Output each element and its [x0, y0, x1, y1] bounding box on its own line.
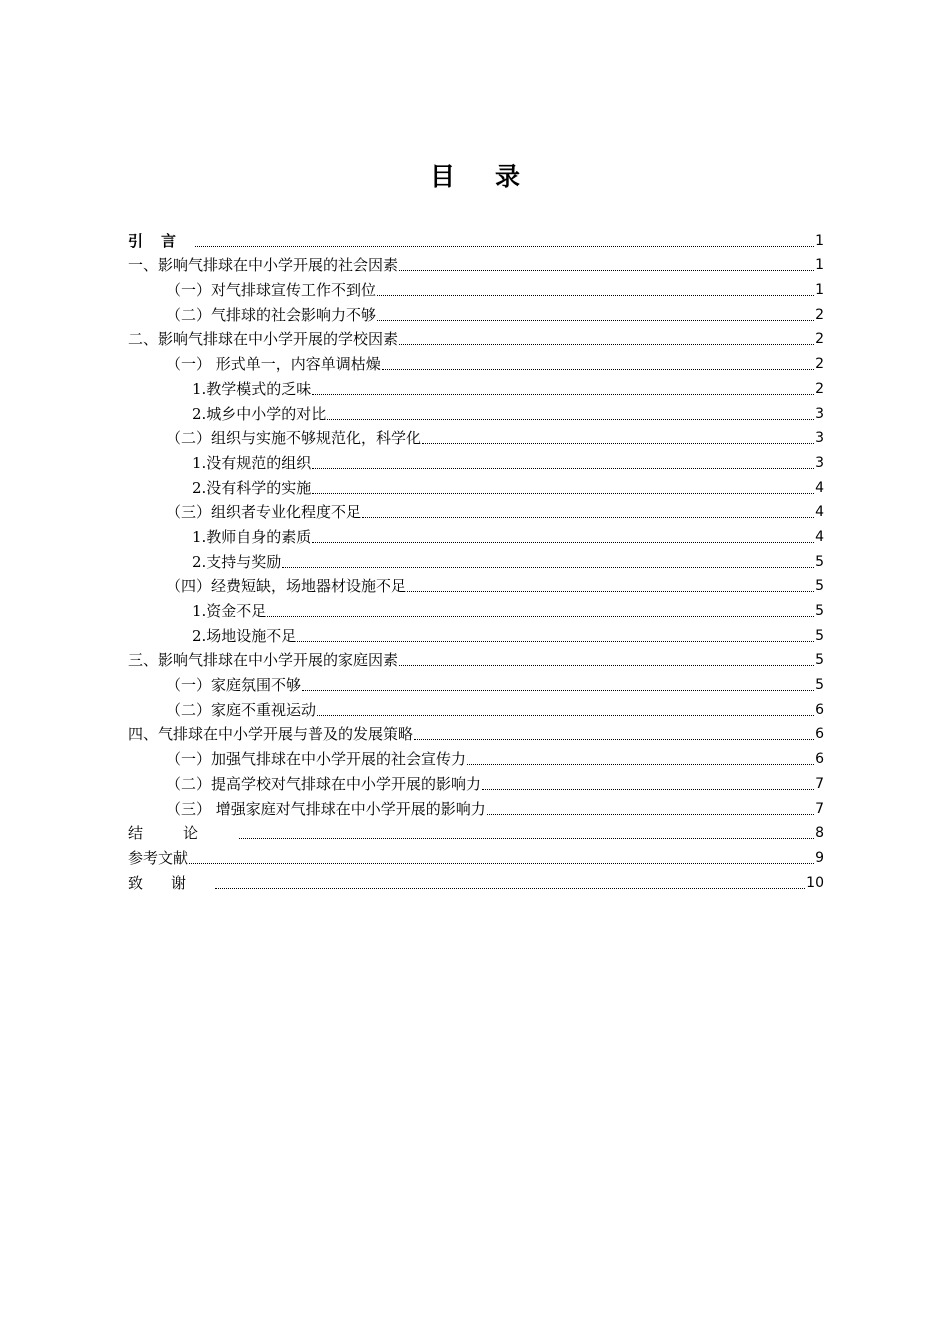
toc-leader-dots [399, 665, 814, 666]
toc-page-number: 6 [815, 726, 824, 743]
toc-entry-label: （二）组织与实施不够规范化，科学化 [166, 429, 422, 448]
toc-entry[interactable] [128, 547, 824, 572]
toc-entry[interactable] [128, 744, 824, 769]
toc-leader-dots [377, 320, 814, 321]
toc-entry-label: 四、气排球在中小学开展与普及的发展策略 [128, 725, 414, 744]
toc-page-number: 2 [815, 331, 824, 348]
toc-leader-dots [195, 246, 814, 247]
toc-entry[interactable] [128, 374, 824, 399]
toc-page-number: 3 [815, 405, 824, 422]
toc-entry[interactable] [128, 473, 824, 498]
toc-entry-label: （一）加强气排球在中小学开展的社会宣传力 [166, 750, 467, 769]
toc-entry[interactable] [128, 300, 824, 325]
toc-leader-dots [317, 715, 814, 716]
toc-page-number: 6 [815, 751, 824, 768]
toc-entry-label: （二）家庭不重视运动 [166, 700, 317, 719]
toc-page-number: 7 [815, 800, 824, 817]
toc-entry-label: （一）家庭氛围不够 [166, 676, 302, 695]
toc-entry[interactable] [128, 670, 824, 695]
toc-entry[interactable] [128, 843, 824, 868]
toc-leader-dots [377, 295, 814, 296]
toc-leader-dots [414, 739, 814, 740]
toc-page-number: 2 [815, 306, 824, 323]
toc-entry-label: 致谢 [128, 873, 215, 892]
toc-entry[interactable] [128, 275, 824, 300]
toc-entry-label: 2.城乡中小学的对比 [192, 404, 327, 423]
toc-entry[interactable] [128, 720, 824, 745]
toc-leader-dots [407, 591, 814, 592]
toc-entry-label: （四）经费短缺，场地器材设施不足 [166, 577, 407, 596]
toc-entry[interactable] [128, 819, 824, 844]
toc-entry-label: （一）对气排球宣传工作不到位 [166, 281, 377, 300]
toc-page-number: 6 [815, 701, 824, 718]
toc-page-number: 5 [815, 603, 824, 619]
toc-entry-label: （三） 增强家庭对气排球在中小学开展的影响力 [166, 799, 486, 818]
toc-page-number: 5 [815, 553, 824, 570]
toc-entry-label: 二、影响气排球在中小学开展的学校因素 [128, 330, 399, 349]
toc-entry[interactable] [128, 695, 824, 720]
toc-entry[interactable] [128, 399, 824, 424]
toc-page-number: 5 [815, 652, 824, 669]
toc-leader-dots [282, 567, 814, 568]
toc-entry-label: 参考文献 [128, 848, 189, 867]
toc-page-number: 1 [815, 282, 824, 299]
toc-entry[interactable] [128, 325, 824, 350]
toc-entry[interactable] [128, 448, 824, 473]
toc-leader-dots [312, 542, 814, 543]
toc-entry[interactable] [128, 794, 824, 819]
toc-leader-dots [312, 468, 814, 469]
toc-page-number: 2 [815, 380, 824, 397]
toc-leader-dots [215, 888, 805, 889]
toc-leader-dots [239, 838, 814, 839]
toc-entry[interactable] [128, 251, 824, 276]
toc-page-number: 3 [815, 454, 824, 471]
toc-entry[interactable] [128, 646, 824, 671]
toc-leader-dots [422, 443, 814, 444]
toc-entry-label: （二）气排球的社会影响力不够 [166, 305, 377, 324]
toc-leader-dots [312, 394, 814, 395]
toc-entry-label: 2.场地设施不足 [192, 626, 297, 645]
toc-leader-dots [382, 369, 814, 370]
toc-page-number: 5 [815, 578, 824, 595]
toc-entry-label: （三）组织者专业化程度不足 [166, 503, 362, 522]
toc-page-number: 2 [815, 356, 824, 373]
toc-page-number: 1 [815, 257, 824, 274]
toc-page-number: 4 [815, 479, 824, 496]
toc-leader-dots [267, 616, 814, 617]
toc-leader-dots [362, 517, 814, 518]
toc-page-number: 5 [815, 627, 824, 644]
toc-entry[interactable] [128, 621, 824, 646]
toc-leader-dots [487, 814, 814, 815]
toc-entry-label: 引言 [128, 231, 195, 250]
toc-page-number: 9 [815, 849, 824, 866]
toc-entry-label: 1.没有规范的组织 [192, 453, 312, 472]
toc-leader-dots [327, 419, 814, 420]
toc-page-number: 1 [815, 232, 824, 249]
toc-page-number: 4 [815, 504, 824, 521]
toc-entry-label: 2.支持与奖励 [192, 552, 282, 571]
toc-page-number: 8 [815, 825, 824, 842]
toc-leader-dots [482, 789, 814, 790]
toc-entry[interactable] [128, 522, 824, 547]
toc-entry[interactable] [128, 226, 824, 251]
toc-entry-label: 结论 [128, 824, 239, 843]
toc-entry[interactable] [128, 349, 824, 374]
toc-entry[interactable] [128, 498, 824, 523]
toc-leader-dots [467, 764, 814, 765]
toc-page-number: 4 [815, 528, 824, 545]
toc-entry-label: （二）提高学校对气排球在中小学开展的影响力 [166, 774, 482, 793]
toc-entry-label: 1.教学模式的乏味 [192, 379, 312, 398]
toc-page-number: 5 [815, 677, 824, 694]
toc-entry[interactable] [128, 424, 824, 449]
toc-leader-dots [189, 863, 814, 864]
toc-entry[interactable] [128, 868, 824, 893]
toc-leader-dots [399, 270, 814, 271]
toc-leader-dots [312, 493, 814, 494]
toc-entry[interactable] [128, 572, 824, 597]
toc-entry[interactable] [128, 596, 824, 621]
toc-leader-dots [302, 690, 814, 691]
toc-entry[interactable] [128, 769, 824, 794]
toc-entry-label: （一） 形式单一，内容单调枯燥 [166, 355, 381, 374]
toc-entry-label: 1.资金不足 [192, 602, 267, 620]
toc-page-number: 7 [815, 775, 824, 792]
table-of-contents [128, 226, 824, 893]
toc-leader-dots [399, 344, 814, 345]
toc-leader-dots [297, 641, 814, 642]
toc-entry-label: 2.没有科学的实施 [192, 478, 312, 497]
toc-title: 目录 [429, 162, 560, 191]
toc-entry-label: 一、影响气排球在中小学开展的社会因素 [128, 256, 399, 275]
toc-page-number: 10 [806, 874, 824, 891]
toc-entry-label: 1.教师自身的素质 [192, 527, 312, 546]
toc-page-number: 3 [815, 430, 824, 447]
toc-entry-label: 三、影响气排球在中小学开展的家庭因素 [128, 651, 399, 670]
